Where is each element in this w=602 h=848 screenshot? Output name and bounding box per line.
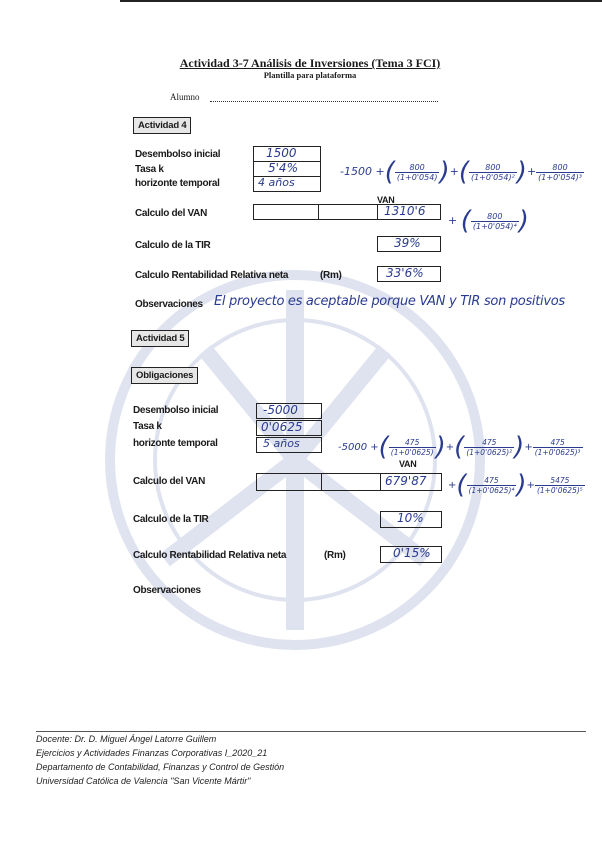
a5-van-formula-cont: +( $\frac{475}{\text{(1+0'0625)⁴}}$ )+ $\frac{5475}{\text{(1+0'0625)⁵}}$ xyxy=(448,470,583,500)
a5-van-label: Calculo del VAN xyxy=(133,476,205,487)
footer-course: Ejercicios y Actividades Finanzas Corporativas I_2020_21 xyxy=(36,748,268,758)
a5-formula-num3: 475 xyxy=(533,438,583,448)
a4-van-header: VAN xyxy=(377,195,395,205)
a4-van-cell-2 xyxy=(318,204,378,220)
a4-van-formula-cont: + ( $\frac{800}{\text{(1+0'054)⁴}}$ ) xyxy=(448,206,529,236)
a4-rrn-unit: (Rm) xyxy=(320,270,342,281)
a5-van-header: VAN xyxy=(399,459,417,469)
a5-rrn-unit: (Rm) xyxy=(324,550,346,561)
a4-van-label: Calculo del VAN xyxy=(135,208,207,219)
alumno-field[interactable] xyxy=(210,92,438,102)
a4-formula-num1: 800 xyxy=(395,163,440,173)
a5-tir-value: 10% xyxy=(397,511,424,525)
a4-van-formula: -1500 +( $\frac{800}{(1+0'054)}$ )+( $\frac{800}{\text{(1+0'054)²}}$ )+ $\frac{800}{\text{(1+0'054)³}}$ xyxy=(340,157,582,187)
a4-tir-field[interactable] xyxy=(377,236,441,252)
a5-horizonte-value: 5 años xyxy=(263,437,300,450)
a4-formula-den1: (1+0'054) xyxy=(396,172,438,182)
a5-formula-num1: 475 xyxy=(389,438,436,448)
a4-van-value: 1310'6 xyxy=(384,204,426,218)
a5-horizonte-field[interactable] xyxy=(256,437,322,453)
a5-tasa-field[interactable] xyxy=(256,420,322,436)
a4-rrn-label: Calculo Rentabilidad Relativa neta xyxy=(135,270,289,281)
a4-rrn-value: 33'6% xyxy=(386,266,424,280)
alumno-label: Alumno xyxy=(170,92,200,102)
a5-desembolso-field[interactable] xyxy=(256,403,322,419)
a5-tasa-label: Tasa k xyxy=(133,421,162,432)
a5-formula-den1: (1+0'0625) xyxy=(390,447,434,457)
a5-van-formula: -5000 +( $\frac{475}{(1+0'0625)}$ )+( $\frac{475}{\text{(1+0'0625)²}}$ )+ $\frac{475}{\text{(1+0'0625)³}}$ xyxy=(338,432,581,462)
a5-formula-lead: -5000 + xyxy=(338,442,379,453)
footer-university: Universidad Católica de Valencia "San Vicente Mártir" xyxy=(36,776,251,786)
a4-obs-text: El proyecto es aceptable porque VAN y TIR son positivos xyxy=(214,294,565,309)
a5-van-cell-2 xyxy=(321,473,381,491)
a4-van-field[interactable] xyxy=(377,204,441,220)
a4-tasa-value: 5'4% xyxy=(268,161,298,175)
a4-desembolso-field[interactable] xyxy=(253,146,321,162)
a4-rrn-field[interactable] xyxy=(377,266,441,282)
a4-desembolso-label: Desembolso inicial xyxy=(135,149,221,160)
a5-horizonte-label: horizonte temporal xyxy=(133,438,218,449)
a4-horizonte-label: horizonte temporal xyxy=(135,178,220,189)
a5-rrn-field[interactable] xyxy=(380,546,442,563)
a4-tasa-label: Tasa k xyxy=(135,164,164,175)
a5-van-field[interactable] xyxy=(380,473,442,491)
a4-van-cell-1 xyxy=(253,204,319,220)
a4-horizonte-value: 4 años xyxy=(258,176,295,189)
footer-rule xyxy=(36,731,586,732)
a4-formula-lead: -1500 + xyxy=(340,165,385,178)
actividad5-tag: Actividad 5 xyxy=(131,330,189,347)
a5-formula-num5: 5475 xyxy=(535,476,585,486)
a5-van-value: 679'87 xyxy=(385,474,427,488)
a5-tir-field[interactable] xyxy=(380,511,442,528)
a4-formula-den3: (1+0'054)³ xyxy=(538,172,582,182)
a4-tir-value: 39% xyxy=(394,236,421,250)
page-subtitle: Plantilla para plataforma xyxy=(263,70,357,80)
a5-desembolso-value: -5000 xyxy=(263,403,298,417)
a5-formula-den4: (1+0'0625)⁴ xyxy=(468,485,515,495)
a4-obs-label: Observaciones xyxy=(135,299,203,310)
a5-formula-den3: (1+0'0625)³ xyxy=(534,447,581,457)
a4-formula-num3: 800 xyxy=(536,163,584,173)
a5-desembolso-label: Desembolso inicial xyxy=(133,405,219,416)
a5-tasa-value: 0'0625 xyxy=(261,420,303,434)
footer-department: Departamento de Contabilidad, Finanzas y Control de Gestión xyxy=(36,762,285,772)
a5-formula-num4: 475 xyxy=(467,476,517,486)
a5-van-cell-1 xyxy=(256,473,322,491)
footer-docente: Docente: Dr. D. Miguel Ángel Latorre Guillem xyxy=(36,734,217,744)
actividad4-tag: Actividad 4 xyxy=(133,117,191,134)
obligaciones-tag: Obligaciones xyxy=(131,367,198,384)
a5-formula-den5: (1+0'0625)⁵ xyxy=(536,485,583,495)
a4-formula-den2: (1+0'054)² xyxy=(470,172,515,182)
a4-desembolso-value: 1500 xyxy=(266,146,297,160)
a4-formula-den4: (1+0'054)⁴ xyxy=(472,221,517,231)
a4-tir-label: Calculo de la TIR xyxy=(135,240,211,251)
a5-rrn-value: 0'15% xyxy=(393,546,431,560)
top-rule xyxy=(120,0,602,2)
a5-formula-num2: 475 xyxy=(464,438,514,448)
a4-formula-num2: 800 xyxy=(469,163,517,173)
page-title: Actividad 3-7 Análisis de Inversiones (Tema 3 FCI) xyxy=(179,56,441,70)
a5-rrn-label: Calculo Rentabilidad Relativa neta xyxy=(133,550,287,561)
a5-formula-den2: (1+0'0625)² xyxy=(466,447,513,457)
a5-tir-label: Calculo de la TIR xyxy=(133,514,209,525)
a4-horizonte-field[interactable] xyxy=(253,176,321,192)
a5-obs-label: Observaciones xyxy=(133,585,201,596)
a4-formula-num4: 800 xyxy=(471,212,519,222)
a4-tasa-field[interactable] xyxy=(253,161,321,177)
